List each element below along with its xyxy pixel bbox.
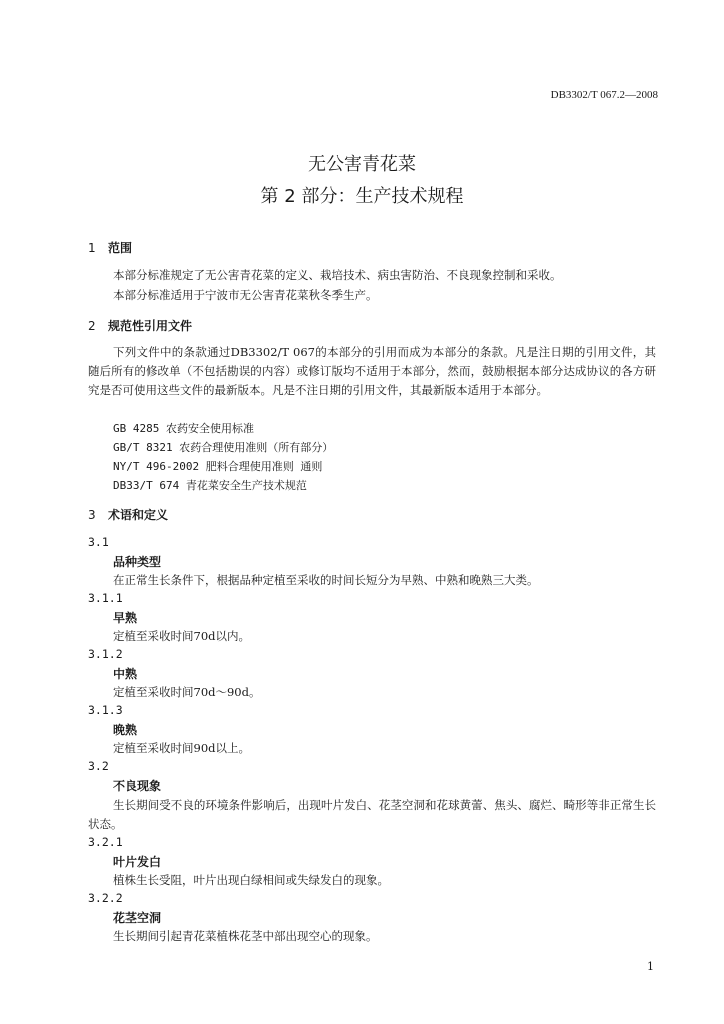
body-line: 本部分标准适用于宁波市无公害青花菜秋冬季生产。	[113, 288, 378, 302]
term-definition: 生长期间受不良的环境条件影响后，出现叶片发白、花茎空洞和花球黄蕾、焦头、腐烂、畸形等非正常生长状态。	[88, 798, 656, 831]
reference-item: GB/T 8321 农药合理使用准则（所有部分）	[113, 441, 334, 454]
term-definition: 定植至采收时间70d以内。	[113, 629, 250, 643]
section-title: 范围	[108, 241, 133, 255]
term-number: 3.2.2	[88, 891, 123, 905]
term-number: 3.1.2	[88, 647, 123, 661]
body-paragraph: 下列文件中的条款通过DB3302/T 067的本部分的引用而成为本部分的条款。凡是注日期的引用文件，其随后所有的修改单（不包括勘误的内容）或修订版均不适用于本部分，然而，鼓励根据本部分达成协议的各方研究是否可使用这些文件的最新版本。凡是不注日期的引用文件，其最新版本适用于本部分。	[88, 345, 656, 397]
reference-item: GB 4285 农药安全使用标准	[113, 422, 254, 435]
term-name: 花茎空洞	[113, 911, 162, 925]
term-name: 不良现象	[113, 779, 162, 793]
term-definition: 在正常生长条件下，根据品种定植至采收的时间长短分为早熟、中熟和晚熟三大类。	[113, 573, 539, 587]
term-name: 叶片发白	[113, 855, 162, 869]
section-title: 规范性引用文件	[108, 319, 193, 333]
term-number: 3.1.1	[88, 591, 123, 605]
document-code: DB3302/T 067.2—2008	[550, 89, 658, 101]
term-name: 中熟	[113, 667, 138, 681]
page-number: 1	[647, 960, 654, 973]
term-number: 3.2	[88, 759, 109, 773]
term-definition: 生长期间引起青花菜植株花茎中部出现空心的现象。	[113, 929, 378, 943]
reference-item: NY/T 496-2002 肥料合理使用准则 通则	[113, 460, 323, 473]
document-title: 无公害青花菜	[308, 154, 416, 175]
section-heading	[88, 317, 192, 334]
term-number: 3.1.3	[88, 703, 123, 717]
reference-item: DB33/T 674 青花菜安全生产技术规范	[113, 479, 307, 492]
term-number: 3.2.1	[88, 835, 123, 849]
body-line: 本部分标准规定了无公害青花菜的定义、栽培技术、病虫害防治、不良现象控制和采收。	[113, 268, 562, 282]
section-number: 2	[88, 319, 96, 333]
term-definition: 定植至采收时间90d以上。	[113, 741, 250, 755]
term-definition: 植株生长受阻，叶片出现白绿相间或失绿发白的现象。	[113, 873, 389, 887]
term-name: 晚熟	[113, 723, 138, 737]
term-name: 早熟	[113, 611, 138, 625]
section-title: 术语和定义	[108, 508, 169, 522]
section-number: 3	[88, 508, 96, 522]
term-name: 品种类型	[113, 555, 162, 569]
section-heading	[88, 506, 168, 523]
term-number: 3.1	[88, 535, 109, 549]
section-heading	[88, 239, 132, 256]
document-subtitle: 第 2 部分：生产技术规程	[260, 186, 464, 207]
term-definition: 定植至采收时间70d～90d。	[113, 685, 261, 699]
section-number: 1	[88, 241, 96, 255]
